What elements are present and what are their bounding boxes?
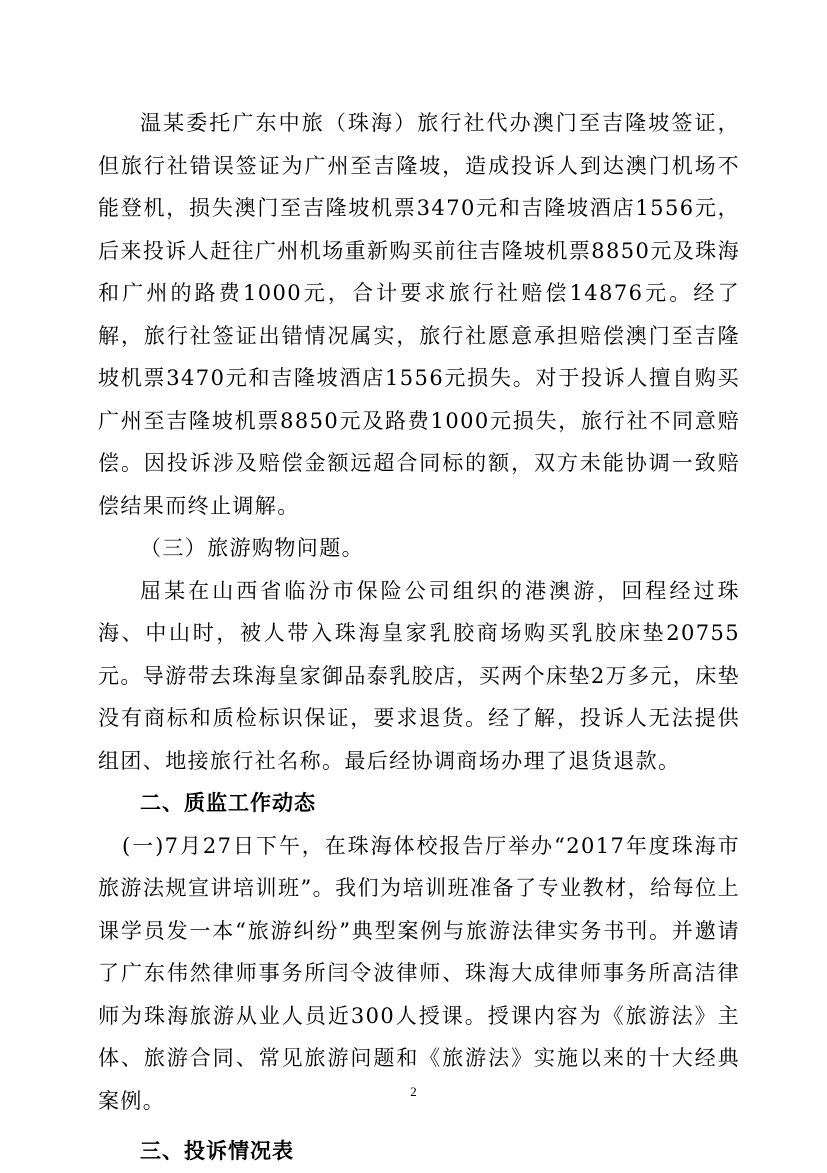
complaint-case-paragraph: 温某委托广东中旅（珠海）旅行社代办澳门至吉隆坡签证，但旅行社错误签证为广州至吉隆坡，造成投诉人到达澳门机场不能登机，损失澳门至吉隆坡机票3470元和吉隆坡酒店1556元，后来投诉人赶往广州机场重新购买前往吉隆坡机票8850元及珠海和广州的路费1000元，合计要求旅行社赔偿14876元。经了解，旅行社签证出错情况属实，旅行社愿意承担赔偿澳门至吉隆坡机票3470元和吉隆坡酒店1556元损失。对于投诉人擅自购买广州至吉隆坡机票8850元及路费1000元损失，旅行社不同意赔偿。因投诉涉及赔偿金额远超合同标的额，双方未能协调一致赔偿结果而终止调解。 bbox=[98, 111, 740, 518]
page-number: 2 bbox=[410, 1084, 417, 1099]
section-subheading-shopping: （三）旅游购物问题。 bbox=[140, 536, 364, 560]
shopping-case-paragraph: 屈某在山西省临汾市保险公司组织的港澳游，回程经过珠海、中山时，被人带入珠海皇家乳胶商场购买乳胶床垫20755元。导游带去珠海皇家御品泰乳胶店，买两个床垫2万多元，床垫没有商标和质检标识保证，要求退货。经了解，投诉人无法提供组团、地接旅行社名称。最后经协调商场办理了退货退款。 bbox=[98, 578, 740, 773]
section-heading-quality-work: 二、质监工作动态 bbox=[140, 791, 316, 815]
section-heading-complaint-table: 三、投诉情况表 bbox=[140, 1139, 294, 1163]
document-body bbox=[98, 102, 740, 1173]
training-paragraph: (一)7月27日下午，在珠海体校报告厅举办“2017年度珠海市旅游法规宣讲培训班”。我们为培训班准备了专业教材，给每位上课学员发一本“旅游纠纷”典型案例与旅游法律实务书刊。并邀请了广东伟然律师事务所闫令波律师、珠海大成律师事务所高洁律师为珠海旅游从业人员近300人授课。授课内容为《旅游法》主体、旅游合同、常见旅游问题和《旅游法》实施以来的十大经典案例。 bbox=[98, 833, 740, 1113]
